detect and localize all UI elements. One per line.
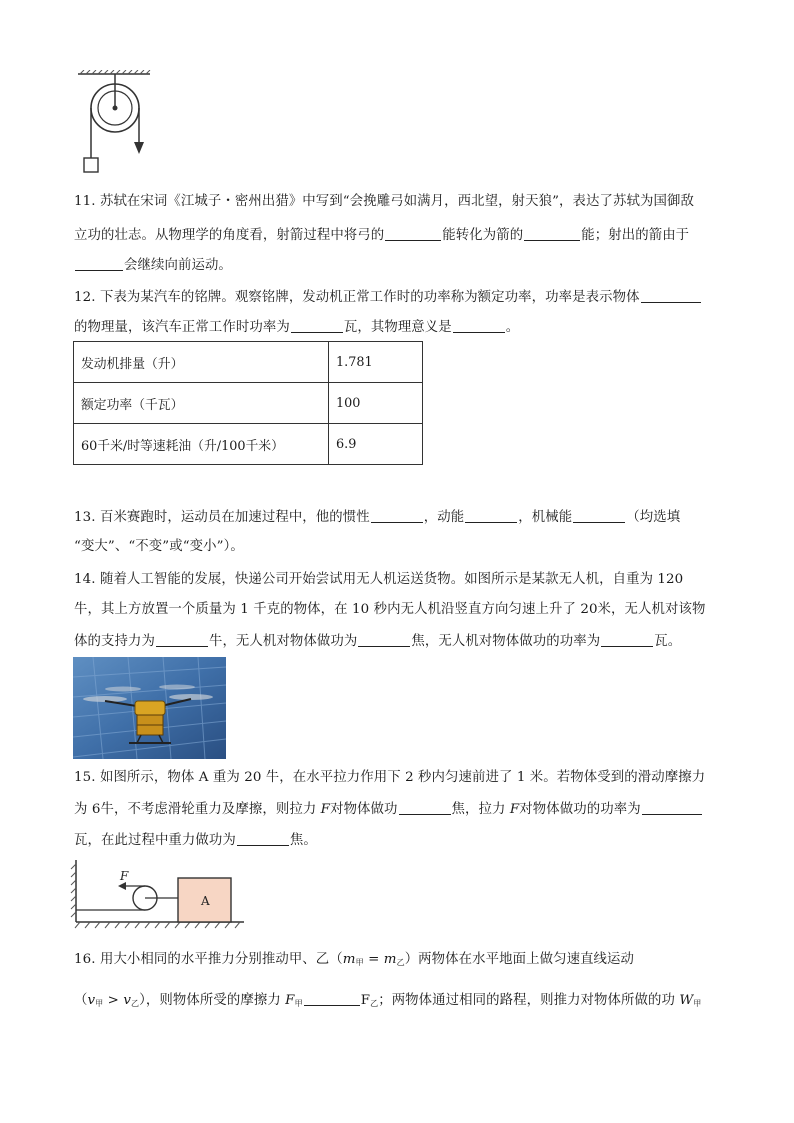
q12-line-1: 12. 下表为某汽车的铭牌。观察铭牌，发动机正常工作时的功率称为额定功率，功率是表示物体 [74, 288, 702, 307]
q14-line-1: 14. 随着人工智能的发展，快递公司开始尝试用无人机运送货物。如图所示是某款无人机，自重为 120 [74, 572, 684, 587]
q13-line-1: 13. 百米赛跑时，运动员在加速过程中，他的惯性 ，动能 ，机械能 （均选填 [74, 510, 681, 525]
q13-line-2: “变大”、“不变”或“变小”）。 [74, 539, 244, 554]
q13-blank-2[interactable] [465, 508, 517, 523]
force-label: F [120, 869, 129, 883]
q15-blank-3[interactable] [237, 831, 289, 846]
q13-blank-3[interactable] [573, 508, 625, 523]
table-cell-value: 6.9 [329, 424, 423, 465]
q15-line-3: 瓦，在此过程中重力做功为 焦。 [74, 833, 317, 848]
q11-blank-3[interactable] [75, 256, 123, 271]
table-row [74, 342, 423, 383]
q12-blank-1[interactable] [641, 288, 701, 303]
q16-line-1: 16. 用大小相同的水平推力分别推动甲、乙$(m_甲 = m_乙)$两物体在水平地面上做匀速直线运动 [74, 952, 635, 967]
q16-blank-1[interactable] [304, 991, 360, 1006]
q12-blank-3[interactable] [453, 318, 505, 333]
q14-blank-2[interactable] [358, 632, 410, 647]
block-a-label: A [201, 894, 210, 908]
table-row [74, 424, 423, 465]
q11-blank-2[interactable] [524, 226, 580, 241]
table-cell-value: 100 [329, 383, 423, 424]
q11-blank-1[interactable] [385, 226, 441, 241]
q11-line-3: 会继续向前运动。 [74, 256, 232, 275]
q11-line-2: 立功的壮志。从物理学的角度看，射箭过程中将弓的 能转化为箭的 能；射出的箭由于 [74, 228, 690, 243]
block-pulley-figure [70, 858, 250, 930]
q14-blank-1[interactable] [156, 632, 208, 647]
table-cell-value: 1.781 [329, 342, 423, 383]
q14-blank-3[interactable] [601, 632, 653, 647]
q12-line-2: 的物理量，该汽车正常工作时功率为 瓦，其物理意义是 。 [74, 320, 520, 335]
q14-line-3: 体的支持力为 牛，无人机对物体做功为 焦，无人机对物体做功的功率为 瓦。 [74, 634, 682, 649]
table-cell-label: 额定功率（千瓦） [74, 383, 329, 424]
q12-blank-2[interactable] [291, 318, 343, 333]
table-cell-label: 60千米/时等速耗油（升/100千米） [74, 424, 329, 465]
q14-line-2: 牛，其上方放置一个质量为 1 千克的物体，在 10 秒内无人机沿竖直方向匀速上升了 20米，无人机对该物 [74, 602, 706, 617]
table-cell-label: 发动机排量（升） [74, 342, 329, 383]
q15-line-2: 为 6牛，不考虑滑轮重力及摩擦，则拉力 F对物体做功 焦，拉力 F对物体做功的功率为 [74, 800, 703, 819]
q16-line-2: $(v_甲 > v_乙)$，则物体所受的摩擦力 $F_甲$ $F_乙$；两物体通过相同的路程，则推力对物体所做的功 $W_甲$ [74, 993, 702, 1008]
q15-blank-1[interactable] [399, 800, 451, 815]
drone-photo [73, 657, 226, 759]
q13-blank-1[interactable] [371, 508, 423, 523]
q15-line-1: 15. 如图所示，物体 A 重为 20 牛，在水平拉力作用下 2 秒内匀速前进了 1 米。若物体受到的滑动摩擦力 [74, 770, 706, 785]
car-nameplate-table [73, 341, 423, 465]
pulley-figure [74, 70, 154, 178]
q11-line-1: 11. 苏轼在宋词《江城子・密州出猎》中写到“会挽雕弓如满月，西北望，射天狼”，表达了苏轼为国御敌 [74, 194, 694, 209]
q15-blank-2[interactable] [642, 800, 702, 815]
table-row [74, 383, 423, 424]
